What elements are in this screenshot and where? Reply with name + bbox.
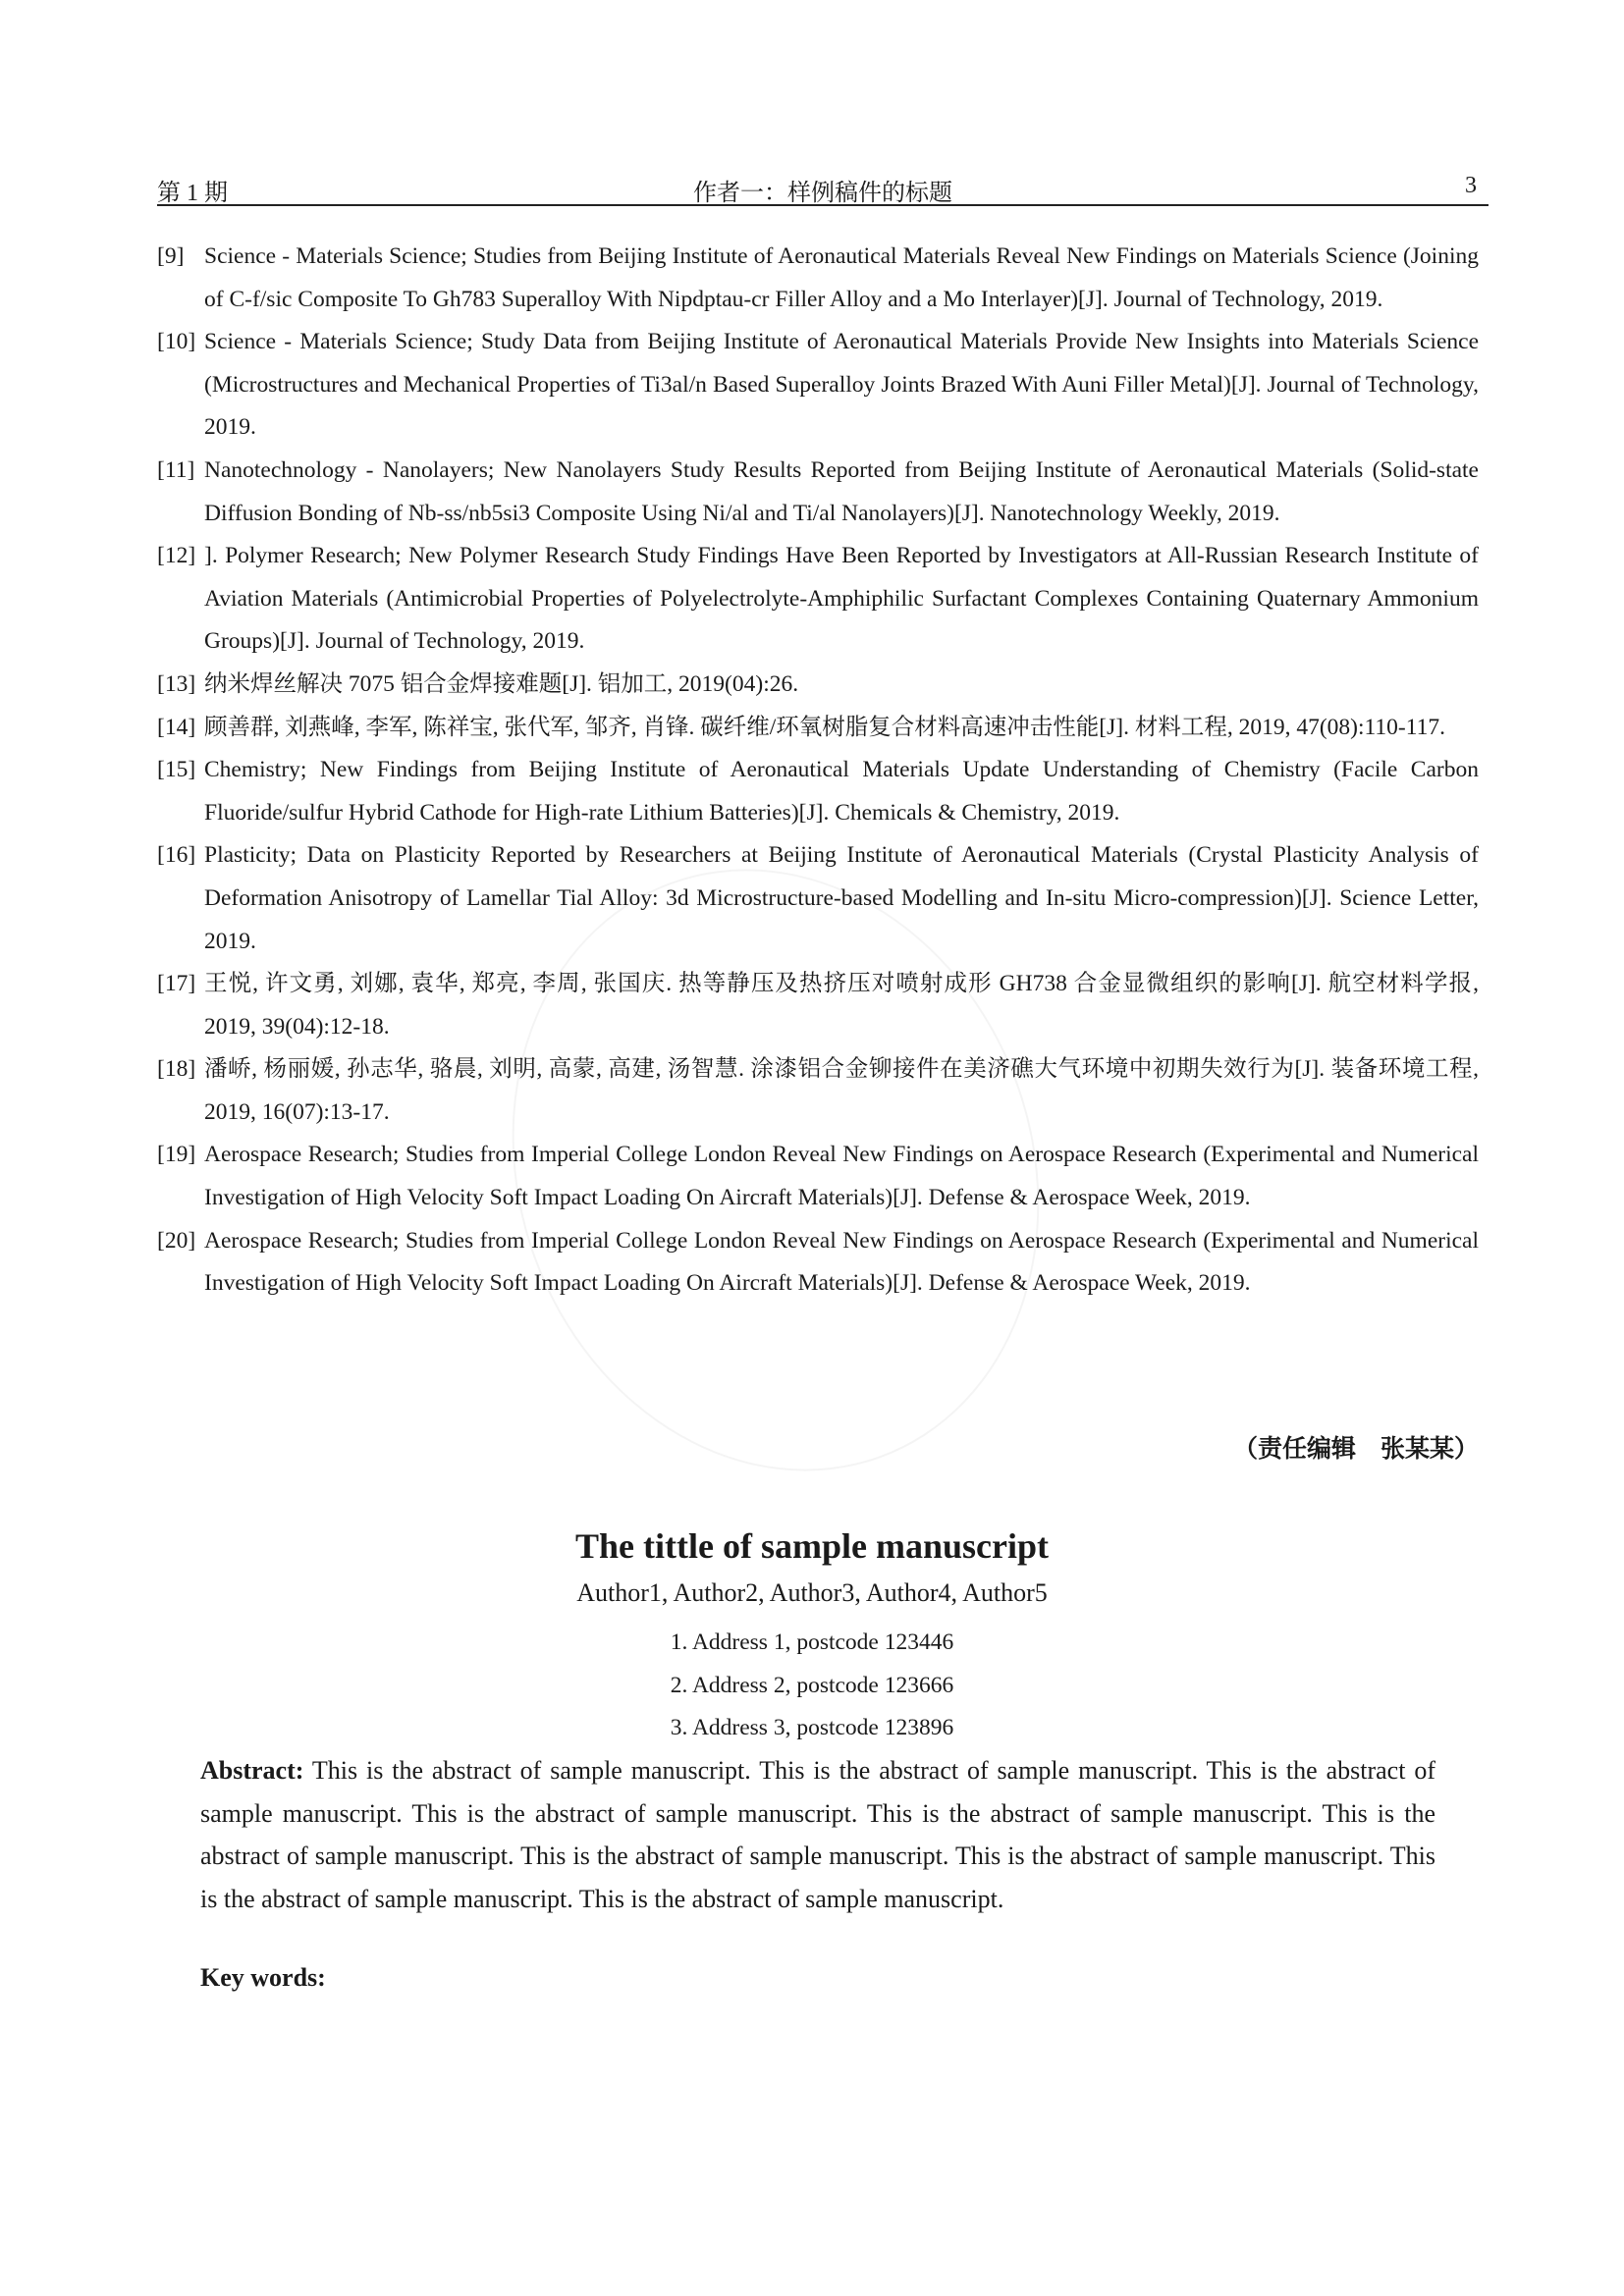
reference-text: Aerospace Research; Studies from Imperial College London Reveal New Findings on Aerospace Research (Experimental and Numerical Investigation of High Velocity Soft Impact Loading On Aircraft Materials)[J]. Defense & Aerospace Week, 2019. <box>204 1227 1479 1297</box>
reference-number: [19] <box>157 1142 196 1168</box>
keywords-label: Key words: <box>200 1963 326 1992</box>
running-header <box>157 171 1489 206</box>
reference-item <box>157 1220 1479 1306</box>
reference-item <box>157 1048 1479 1134</box>
reference-list <box>157 236 1479 1306</box>
reference-item <box>157 963 1479 1048</box>
reference-number: [9] <box>157 243 185 269</box>
abstract-text: This is the abstract of sample manuscript. This is the abstract of sample manuscript. This is the abstract of sample manuscript. This is the abstract of sample manuscript. This is the abstract of sample manuscript. This is the abstract of sample manuscript. This is the abstract of sample manuscript. This is the abstract of sample manuscript. This is the abstract of sample manuscript. This is the abstract of sample manuscript. <box>200 1756 1435 1913</box>
reference-text: Aerospace Research; Studies from Imperial College London Reveal New Findings on Aerospace Research (Experimental and Numerical Investigation of High Velocity Soft Impact Loading On Aircraft Materials)[J]. Defense & Aerospace Week, 2019. <box>204 1142 1479 1211</box>
english-title: The tittle of sample manuscript <box>575 1526 1049 1566</box>
reference-text: 潘峤, 杨丽媛, 孙志华, 骆晨, 刘明, 高蒙, 高建, 汤智慧. 涂漆铝合金铆接件在美济礁大气环境中初期失效行为[J]. 装备环境工程, 2019, 16(07):13-17. <box>204 1056 1479 1125</box>
reference-number: [12] <box>157 543 196 569</box>
reference-number: [15] <box>157 757 196 783</box>
reference-number: [17] <box>157 971 196 997</box>
reference-text: ]. Polymer Research; New Polymer Research Study Findings Have Been Reported by Investigators at All-Russian Research Institute of Aviation Materials (Antimicrobial Properties of Polyelectrolyte-Amphiphilic Surfactant Complexes Containing Quaternary Ammonium Groups)[J]. Journal of Technology, 2019. <box>204 543 1479 655</box>
reference-number: [13] <box>157 670 196 697</box>
address-item: 2. Address 2, postcode 123666 <box>670 1672 954 1698</box>
abstract-label: Abstract: <box>200 1756 304 1785</box>
reference-item <box>157 321 1479 450</box>
page-number: 3 <box>1465 173 1477 198</box>
reference-text: Plasticity; Data on Plasticity Reported by Researchers at Beijing Institute of Aeronautical Materials (Crystal Plasticity Analysis of Deformation Anisotropy of Lamellar Tial Alloy: 3d Microstructure-based Modelling and In-situ Micro-compression)[J]. Science Letter, 2019. <box>204 842 1479 954</box>
reference-text: Chemistry; New Findings from Beijing Institute of Aeronautical Materials Update Understanding of Chemistry (Facile Carbon Fluoride/sulfur Hybrid Cathode for High-rate Lithium Batteries)[J]. Chemicals & Chemistry, 2019. <box>204 757 1479 826</box>
reference-text: 王悦, 许文勇, 刘娜, 袁华, 郑亮, 李周, 张国庆. 热等静压及热挤压对喷射成形 GH738 合金显微组织的影响[J]. 航空材料学报, 2019, 39(04):12-18. <box>204 971 1479 1040</box>
address-list <box>0 1622 1624 1750</box>
issue-label: 第 1 期 <box>157 181 228 206</box>
reference-text: 顾善群, 刘燕峰, 李军, 陈祥宝, 张代军, 邹齐, 肖锋. 碳纤维/环氧树脂复合材料高速冲击性能[J]. 材料工程, 2019, 47(08):110-117. <box>204 714 1445 740</box>
reference-item <box>157 834 1479 963</box>
reference-item <box>157 749 1479 834</box>
reference-item <box>157 535 1479 664</box>
english-authors: Author1, Author2, Author3, Author4, Author5 <box>576 1578 1048 1607</box>
reference-item <box>157 664 1479 707</box>
reference-number: [11] <box>157 456 195 483</box>
address-item: 1. Address 1, postcode 123446 <box>670 1629 954 1655</box>
reference-text: Science - Materials Science; Studies from Beijing Institute of Aeronautical Materials Reveal New Findings on Materials Science (Joining of C-f/sic Composite To Gh783 Superalloy With Nipdptau-cr Filler Alloy and a Mo Interlayer)[J]. Journal of Technology, 2019. <box>204 243 1479 312</box>
reference-number: [16] <box>157 842 196 869</box>
address-item: 3. Address 3, postcode 123896 <box>670 1715 954 1741</box>
reference-text: Nanotechnology - Nanolayers; New Nanolayers Study Results Reported from Beijing Institute of Aeronautical Materials (Solid-state Diffusion Bonding of Nb-ss/nb5si3 Composite Using Ni/al and Ti/al Nanolayers)[J]. Nanotechnology Weekly, 2019. <box>204 456 1479 526</box>
running-title: 作者一：样例稿件的标题 <box>693 181 952 206</box>
reference-number: [20] <box>157 1227 196 1254</box>
reference-text: 纳米焊丝解决 7075 铝合金焊接难题[J]. 铝加工, 2019(04):26. <box>204 670 799 697</box>
reference-item <box>157 450 1479 535</box>
reference-text: Science - Materials Science; Study Data from Beijing Institute of Aeronautical Materials Provide New Insights into Materials Science (Microstructures and Mechanical Properties of Ti3al/n Based Superalloy Joints Brazed With Auni Filler Metal)[J]. Journal of Technology, 2019. <box>204 329 1479 441</box>
reference-number: [14] <box>157 714 196 740</box>
reference-item <box>157 1134 1479 1219</box>
english-abstract <box>200 1749 1435 1920</box>
reference-number: [10] <box>157 329 196 355</box>
reference-item <box>157 236 1479 321</box>
reference-number: [18] <box>157 1056 196 1083</box>
responsible-editor: （责任编辑 张某某） <box>1232 1436 1479 1463</box>
reference-item <box>157 707 1479 750</box>
